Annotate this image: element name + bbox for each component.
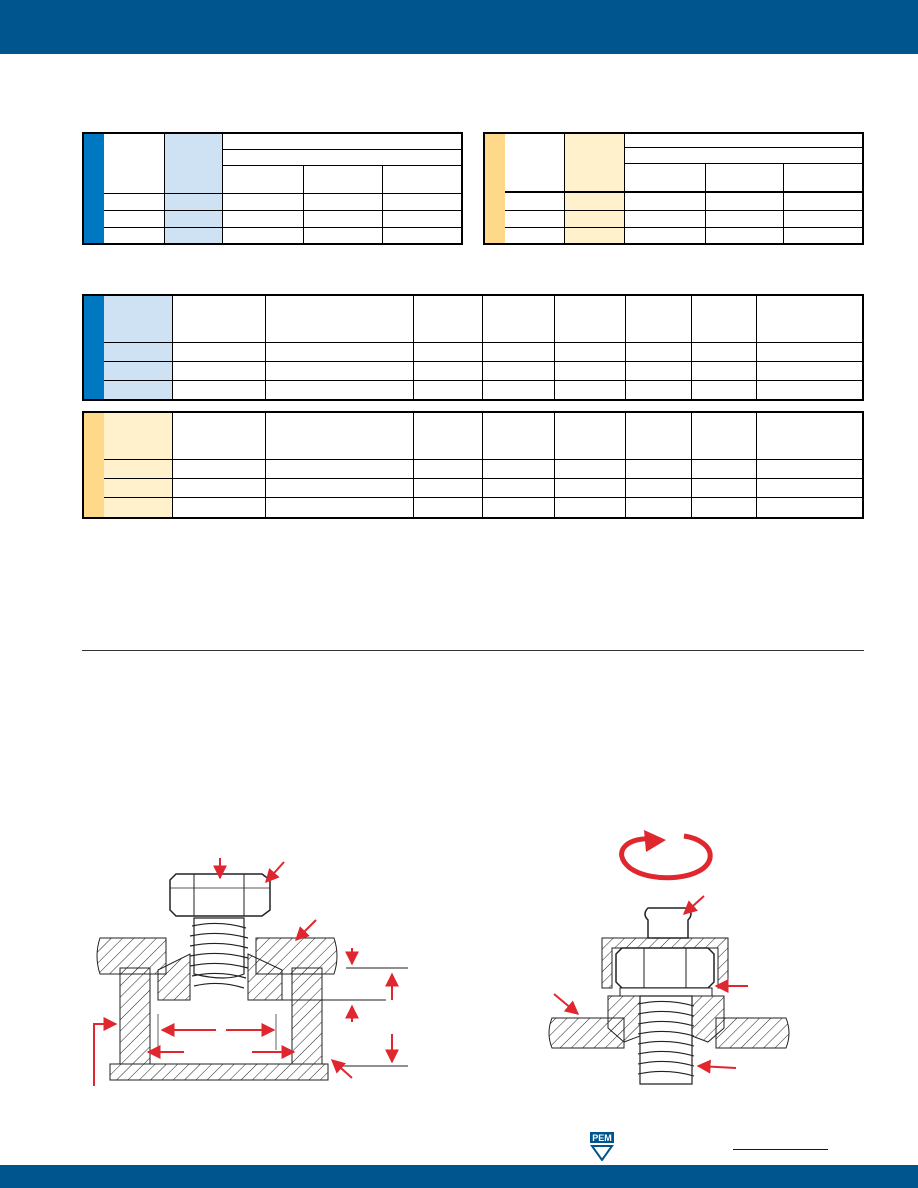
table-tab-yellow: [84, 413, 104, 517]
pem-triangle-icon: [592, 1146, 612, 1160]
table-tab-yellow: [485, 134, 505, 243]
highlight-column: [104, 296, 172, 399]
table-tab-blue: [84, 134, 104, 243]
spec-table-yellow-small: [483, 132, 864, 245]
table-tab-blue: [84, 296, 104, 399]
rotation-arrow-icon: [622, 830, 711, 878]
standoff-installation-diagram: [86, 850, 416, 1090]
spec-table-blue-large: [82, 294, 864, 401]
spec-table-blue-small: [82, 132, 463, 245]
footer-band: [0, 1165, 918, 1188]
spec-table-yellow-large: [82, 411, 864, 519]
svg-text:PEM: PEM: [592, 1133, 612, 1143]
pem-logo: [588, 1131, 618, 1161]
section-divider: [82, 650, 864, 651]
torque-installation-diagram: [548, 822, 798, 1092]
header-band: [0, 0, 918, 54]
website-link-underline[interactable]: [733, 1149, 828, 1150]
highlight-column: [104, 413, 172, 517]
